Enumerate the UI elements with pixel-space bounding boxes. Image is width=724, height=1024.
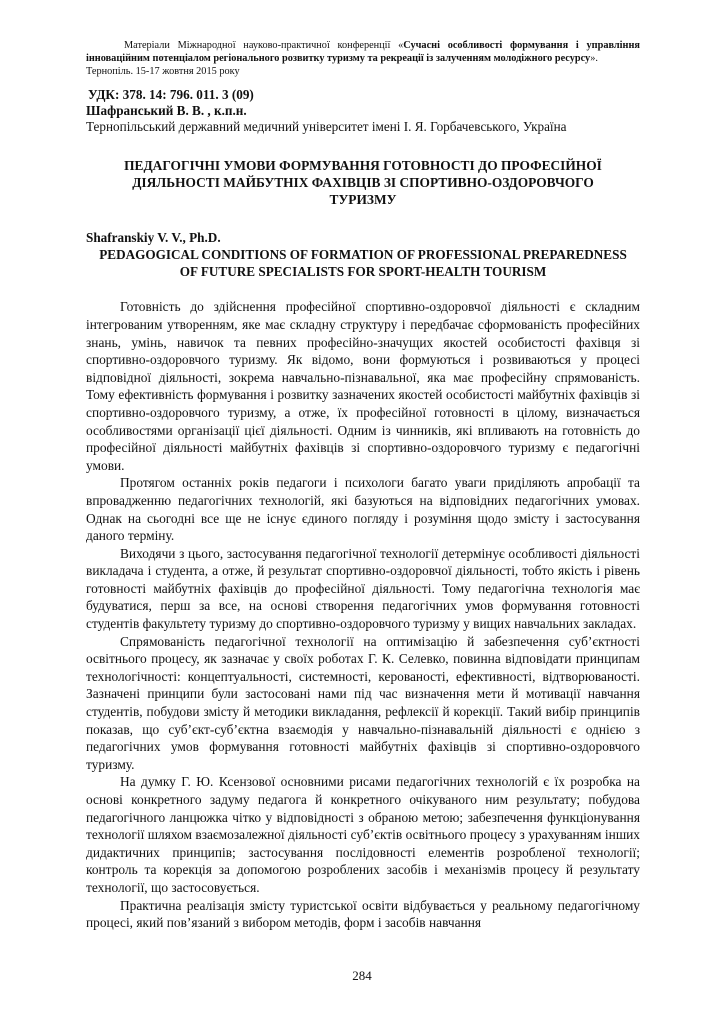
title-ua: ПЕДАГОГІЧНІ УМОВИ ФОРМУВАННЯ ГОТОВНОСТІ ДО ПРОФЕСІЙНОЇ ДІЯЛЬНОСТІ МАЙБУТНІХ ФАХІВЦІВ ЗІ СПОРТИВНО-ОЗДОРОВЧОГО ТУРИЗМУ [124,158,602,208]
paragraph: Практична реалізація змісту туристської освіти відбувається у реальному педагогічному процесі, який пов’язаний з вибором методів, форм і засобів навчання [86,897,640,931]
paragraph: Спрямованість педагогічної технології на оптимізацію й забезпечення суб’єктності освітнього процесу, як зазначає у своїх роботах Г. К. Селевко, повинна відповідати принципам технологічності: концептуальності, системності, керованості, ефективності, відтворюваності. Зазначені принципи були застосовані нами під час визначення мети й мотивації навчання студентів, побудови змісту й методики викладання, рефлексії й корекції. Такий вибір принципів показав, що суб’єкт-суб’єктна взаємодія у навчально-пізнавальній діяльності є однією з педагогічних умов формування готовності майбутніх фахівців зі спортивно-оздоровчого туризму. [86,633,640,772]
conference-suffix: ». [590,52,598,64]
title-en: PEDAGOGICAL CONDITIONS OF FORMATION OF PROFESSIONAL PREPAREDNESS OF FUTURE SPECIALISTS FOR SPORT-HEALTH TOURISM [99,247,627,280]
conference-title: Сучасні особливості формування і управління інноваційним потенціалом регіонального розвитку туризму та рекреації із залученням молодіжного ресурсу [86,40,640,64]
conference-line [86,40,640,66]
author-en: Shafranskiy V. V., Ph.D. [86,230,221,246]
paragraph: Виходячи з цього, застосування педагогічної технології детермінує особливості діяльності викладача і студента, а отже, й результат спортивно-оздоровчої діяльності, тобто якість і рівень готовності майбутніх фахівців до професійної діяльності. Тому педагогічна технологія має будуватися, перш за все, на основі створення педагогічних умов формування готовності студентів факультету туризму до спортивно-оздоровчого туризму у вищих навчальних закладах. [86,545,640,632]
paper-page [86,40,640,932]
paragraph: На думку Г. Ю. Ксензової основними рисами педагогічних технологій є їх розробка на основі конкретного задуму педагога й конкретного очікуваного ним результату; побудова педагогічного ланцюжка чітко у відповідності з обраною метою; забезпечення функціонування технології шляхом взаємозалежної діяльності суб’єктів освітнього процесу з урахуванням інших дидактичних принципів; застосування послідовності елементів розробленої технології; контроль та корекція за допомогою розроблених засобів і механізмів процесу й результату технології, що застосовується. [86,774,640,895]
page-number: 284 [352,968,372,983]
author-ua: Шафранський В. В. , к.п.н. [86,103,247,119]
udk-code: УДК: 378. 14: 796. 011. 3 (09) [88,87,254,103]
conference-prefix: Матеріали Міжнародної науково-практичної конференції « [124,40,404,51]
affiliation: Тернопільський державний медичний університет імені І. Я. Горбачевського, Україна [86,119,567,135]
conference-place-date: Тернопіль. 15-17 жовтня 2015 року [86,65,240,77]
paragraph: Готовність до здійснення професійної спортивно-оздоровчої діяльності є складним інтегрованим утворенням, яке має складну структуру і передбачає сформованість професійних знань, умінь, навичок та певних професійно-значущих якостей особистості фахівця зі спортивно-оздоровчого туризму. Як відомо, вони формуються і розвиваються у процесі відповідної діяльності, зокрема навчально-пізнавальної, яка має професійну спрямованість. Тому ефективність формування і розвитку зазначених якостей особистості майбутніх фахівців зі спортивно-оздоровчого туризму, а отже, їх професійної готовності в цілому, визначається особливостями організації цієї діяльності. Одним із чинників, які впливають на готовність до професійної діяльності майбутніх фахівців зі спортивно-оздоровчого туризму є педагогічні умови. [86,299,640,473]
conference-header [86,40,640,78]
body-text [86,298,640,931]
paragraph: Протягом останніх років педагоги і психологи багато уваги приділяють апробації та впровадженню педагогічних технологій, які базуються на відповідних педагогічних умовах. Однак на сьогодні все ще не існує єдиного погляду і розуміння щодо змісту і застосування даного терміну. [86,475,640,544]
